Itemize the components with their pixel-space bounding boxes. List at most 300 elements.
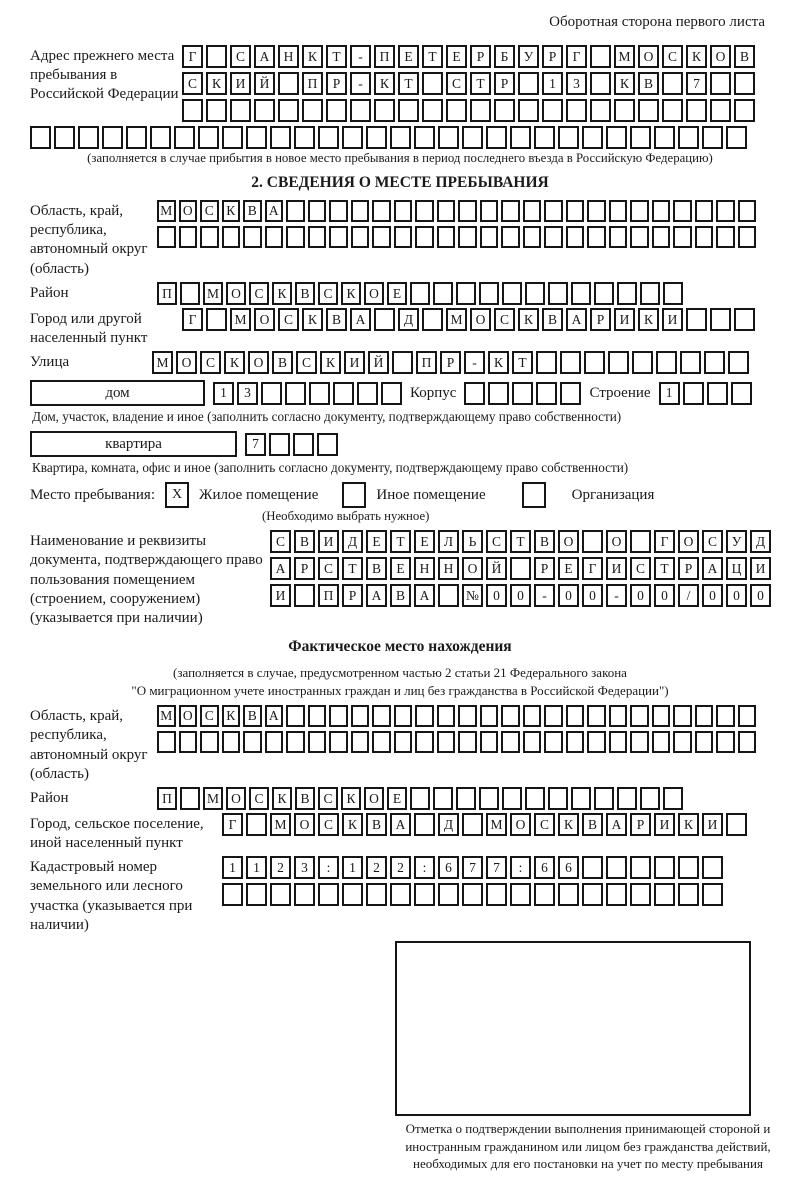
char-cell[interactable]	[333, 382, 354, 405]
char-cell[interactable]: В	[534, 530, 555, 553]
char-cell[interactable]	[560, 382, 581, 405]
char-cell[interactable]	[510, 126, 531, 149]
char-cell[interactable]: 0	[702, 584, 723, 607]
char-cell[interactable]	[372, 200, 391, 222]
char-cell[interactable]: 3	[566, 72, 587, 95]
char-cell[interactable]	[652, 200, 671, 222]
char-cell[interactable]	[462, 813, 483, 836]
char-cell[interactable]: 6	[438, 856, 459, 879]
char-cell[interactable]	[458, 200, 477, 222]
char-cell[interactable]: О	[462, 557, 483, 580]
char-cell[interactable]	[566, 226, 585, 248]
char-cell[interactable]	[716, 200, 735, 222]
char-cell[interactable]: В	[243, 200, 262, 222]
char-cell[interactable]: В	[366, 557, 387, 580]
char-cell[interactable]	[480, 705, 499, 727]
char-cell[interactable]	[566, 200, 585, 222]
char-cell[interactable]	[308, 226, 327, 248]
char-cell[interactable]: И	[654, 813, 675, 836]
char-cell[interactable]: Р	[678, 557, 699, 580]
char-cell[interactable]: М	[203, 282, 223, 305]
char-cell[interactable]: Т	[390, 530, 411, 553]
char-cell[interactable]: Н	[414, 557, 435, 580]
char-cell[interactable]	[678, 856, 699, 879]
char-cell[interactable]	[415, 705, 434, 727]
char-cell[interactable]	[243, 731, 262, 753]
char-cell[interactable]: Й	[368, 351, 389, 374]
char-cell[interactable]: К	[374, 72, 395, 95]
char-cell[interactable]: К	[341, 787, 361, 810]
char-cell[interactable]: К	[518, 308, 539, 331]
char-cell[interactable]	[571, 787, 591, 810]
char-cell[interactable]	[390, 126, 411, 149]
char-cell[interactable]	[366, 126, 387, 149]
char-cell[interactable]	[587, 200, 606, 222]
char-cell[interactable]: В	[326, 308, 347, 331]
char-cell[interactable]: И	[270, 584, 291, 607]
char-cell[interactable]: Н	[438, 557, 459, 580]
char-cell[interactable]: М	[486, 813, 507, 836]
char-cell[interactable]	[246, 126, 267, 149]
char-cell[interactable]	[656, 351, 677, 374]
char-cell[interactable]: Р	[326, 72, 347, 95]
char-cell[interactable]	[293, 433, 314, 456]
char-cell[interactable]	[278, 99, 299, 122]
char-cell[interactable]	[329, 731, 348, 753]
char-cell[interactable]	[523, 731, 542, 753]
char-cell[interactable]: Р	[470, 45, 491, 68]
char-cell[interactable]	[270, 126, 291, 149]
char-cell[interactable]	[594, 282, 614, 305]
char-cell[interactable]: Д	[750, 530, 771, 553]
char-cell[interactable]	[458, 731, 477, 753]
char-cell[interactable]	[609, 731, 628, 753]
char-cell[interactable]	[470, 99, 491, 122]
char-cell[interactable]	[582, 530, 603, 553]
char-cell[interactable]	[695, 705, 714, 727]
char-cell[interactable]: С	[702, 530, 723, 553]
char-cell[interactable]: Л	[438, 530, 459, 553]
char-cell[interactable]	[326, 99, 347, 122]
char-cell[interactable]: Р	[440, 351, 461, 374]
char-cell[interactable]	[702, 126, 723, 149]
char-cell[interactable]	[433, 787, 453, 810]
char-cell[interactable]	[351, 200, 370, 222]
char-cell[interactable]	[222, 126, 243, 149]
char-cell[interactable]: С	[270, 530, 291, 553]
char-cell[interactable]	[502, 282, 522, 305]
char-cell[interactable]	[206, 45, 227, 68]
char-cell[interactable]: Е	[387, 282, 407, 305]
char-cell[interactable]	[479, 282, 499, 305]
char-cell[interactable]: У	[726, 530, 747, 553]
char-cell[interactable]	[422, 99, 443, 122]
char-cell[interactable]: С	[200, 705, 219, 727]
char-cell[interactable]	[342, 126, 363, 149]
char-cell[interactable]: Е	[366, 530, 387, 553]
char-cell[interactable]: К	[302, 45, 323, 68]
char-cell[interactable]: Т	[654, 557, 675, 580]
char-cell[interactable]: М	[270, 813, 291, 836]
char-cell[interactable]	[458, 705, 477, 727]
char-cell[interactable]	[302, 99, 323, 122]
char-cell[interactable]	[609, 705, 628, 727]
char-cell[interactable]: О	[470, 308, 491, 331]
char-cell[interactable]	[686, 99, 707, 122]
char-cell[interactable]: Р	[630, 813, 651, 836]
char-cell[interactable]: И	[230, 72, 251, 95]
char-cell[interactable]: Т	[510, 530, 531, 553]
char-cell[interactable]	[126, 126, 147, 149]
char-cell[interactable]: К	[614, 72, 635, 95]
char-cell[interactable]: 1	[542, 72, 563, 95]
char-cell[interactable]	[206, 308, 227, 331]
char-cell[interactable]: К	[302, 308, 323, 331]
char-cell[interactable]	[372, 705, 391, 727]
char-cell[interactable]	[437, 226, 456, 248]
char-cell[interactable]: А	[414, 584, 435, 607]
char-cell[interactable]: 3	[237, 382, 258, 405]
char-cell[interactable]	[678, 883, 699, 906]
char-cell[interactable]: 6	[558, 856, 579, 879]
char-cell[interactable]	[654, 856, 675, 879]
char-cell[interactable]: С	[630, 557, 651, 580]
char-cell[interactable]: С	[534, 813, 555, 836]
char-cell[interactable]	[558, 883, 579, 906]
char-cell[interactable]	[548, 787, 568, 810]
char-cell[interactable]	[544, 705, 563, 727]
char-cell[interactable]	[695, 731, 714, 753]
char-cell[interactable]	[294, 126, 315, 149]
char-cell[interactable]: С	[249, 282, 269, 305]
char-cell[interactable]: К	[222, 200, 241, 222]
char-cell[interactable]: В	[294, 530, 315, 553]
char-cell[interactable]	[394, 200, 413, 222]
char-cell[interactable]	[246, 813, 267, 836]
char-cell[interactable]: О	[254, 308, 275, 331]
char-cell[interactable]: М	[152, 351, 173, 374]
char-cell[interactable]	[686, 308, 707, 331]
char-cell[interactable]: М	[157, 705, 176, 727]
char-cell[interactable]	[582, 126, 603, 149]
char-cell[interactable]: О	[364, 787, 384, 810]
char-cell[interactable]	[630, 705, 649, 727]
char-cell[interactable]	[704, 351, 725, 374]
char-cell[interactable]	[630, 731, 649, 753]
char-cell[interactable]: 1	[246, 856, 267, 879]
char-cell[interactable]	[638, 99, 659, 122]
char-cell[interactable]: О	[710, 45, 731, 68]
char-cell[interactable]	[738, 226, 757, 248]
char-cell[interactable]: Р	[494, 72, 515, 95]
char-cell[interactable]	[456, 787, 476, 810]
char-cell[interactable]	[587, 705, 606, 727]
char-cell[interactable]	[673, 200, 692, 222]
char-cell[interactable]	[351, 731, 370, 753]
char-cell[interactable]: С	[486, 530, 507, 553]
char-cell[interactable]: К	[272, 282, 292, 305]
char-cell[interactable]	[614, 99, 635, 122]
char-cell[interactable]	[437, 731, 456, 753]
char-cell[interactable]	[179, 226, 198, 248]
char-cell[interactable]	[548, 282, 568, 305]
char-cell[interactable]	[390, 883, 411, 906]
char-cell[interactable]	[179, 731, 198, 753]
char-cell[interactable]: 0	[726, 584, 747, 607]
char-cell[interactable]: О	[226, 787, 246, 810]
char-cell[interactable]	[366, 883, 387, 906]
char-cell[interactable]: И	[344, 351, 365, 374]
char-cell[interactable]	[590, 99, 611, 122]
char-cell[interactable]	[702, 856, 723, 879]
char-cell[interactable]: Д	[342, 530, 363, 553]
char-cell[interactable]	[308, 200, 327, 222]
char-cell[interactable]: М	[446, 308, 467, 331]
char-cell[interactable]	[410, 787, 430, 810]
char-cell[interactable]	[357, 382, 378, 405]
char-cell[interactable]	[180, 282, 200, 305]
char-cell[interactable]	[594, 787, 614, 810]
char-cell[interactable]	[265, 226, 284, 248]
char-cell[interactable]	[501, 200, 520, 222]
char-cell[interactable]: Г	[182, 308, 203, 331]
char-cell[interactable]	[525, 787, 545, 810]
char-cell[interactable]: К	[341, 282, 361, 305]
char-cell[interactable]: -	[534, 584, 555, 607]
char-cell[interactable]: Е	[558, 557, 579, 580]
char-cell[interactable]: В	[638, 72, 659, 95]
char-cell[interactable]	[566, 705, 585, 727]
char-cell[interactable]	[510, 557, 531, 580]
char-cell[interactable]: В	[366, 813, 387, 836]
char-cell[interactable]	[351, 705, 370, 727]
char-cell[interactable]	[372, 226, 391, 248]
char-cell[interactable]	[502, 787, 522, 810]
char-cell[interactable]	[286, 226, 305, 248]
char-cell[interactable]	[261, 382, 282, 405]
char-cell[interactable]	[609, 200, 628, 222]
char-cell[interactable]	[438, 584, 459, 607]
char-cell[interactable]	[269, 433, 290, 456]
char-cell[interactable]	[286, 731, 305, 753]
char-cell[interactable]: Е	[387, 787, 407, 810]
char-cell[interactable]: И	[614, 308, 635, 331]
char-cell[interactable]: 7	[686, 72, 707, 95]
char-cell[interactable]	[652, 731, 671, 753]
char-cell[interactable]: Т	[342, 557, 363, 580]
char-cell[interactable]: -	[350, 45, 371, 68]
char-cell[interactable]	[410, 282, 430, 305]
char-cell[interactable]	[654, 126, 675, 149]
char-cell[interactable]	[329, 705, 348, 727]
char-cell[interactable]: В	[295, 787, 315, 810]
char-cell[interactable]: П	[416, 351, 437, 374]
char-cell[interactable]	[734, 72, 755, 95]
char-cell[interactable]	[544, 200, 563, 222]
char-cell[interactable]: А	[265, 200, 284, 222]
char-cell[interactable]	[374, 99, 395, 122]
char-cell[interactable]: О	[179, 705, 198, 727]
char-cell[interactable]: О	[638, 45, 659, 68]
char-cell[interactable]: Т	[470, 72, 491, 95]
char-cell[interactable]	[512, 382, 533, 405]
char-cell[interactable]	[415, 226, 434, 248]
char-cell[interactable]	[566, 731, 585, 753]
char-cell[interactable]	[286, 200, 305, 222]
char-cell[interactable]	[230, 99, 251, 122]
char-cell[interactable]: -	[464, 351, 485, 374]
char-cell[interactable]: Й	[254, 72, 275, 95]
char-cell[interactable]: К	[206, 72, 227, 95]
char-cell[interactable]	[606, 126, 627, 149]
char-cell[interactable]	[523, 705, 542, 727]
checkbox-other-premises[interactable]	[342, 482, 366, 508]
char-cell[interactable]	[270, 883, 291, 906]
char-cell[interactable]: 0	[630, 584, 651, 607]
char-cell[interactable]	[630, 226, 649, 248]
char-cell[interactable]: 0	[558, 584, 579, 607]
char-cell[interactable]: А	[390, 813, 411, 836]
char-cell[interactable]: 0	[582, 584, 603, 607]
char-cell[interactable]: О	[606, 530, 627, 553]
char-cell[interactable]: :	[318, 856, 339, 879]
char-cell[interactable]	[590, 45, 611, 68]
char-cell[interactable]: О	[226, 282, 246, 305]
char-cell[interactable]	[536, 351, 557, 374]
char-cell[interactable]	[582, 856, 603, 879]
char-cell[interactable]	[458, 226, 477, 248]
char-cell[interactable]: 0	[510, 584, 531, 607]
char-cell[interactable]: С	[318, 557, 339, 580]
char-cell[interactable]: О	[510, 813, 531, 836]
char-cell[interactable]	[222, 731, 241, 753]
char-cell[interactable]	[617, 282, 637, 305]
char-cell[interactable]	[446, 99, 467, 122]
char-cell[interactable]: Р	[590, 308, 611, 331]
char-cell[interactable]	[78, 126, 99, 149]
char-cell[interactable]: К	[558, 813, 579, 836]
char-cell[interactable]: Р	[542, 45, 563, 68]
char-cell[interactable]	[415, 731, 434, 753]
char-cell[interactable]: В	[734, 45, 755, 68]
char-cell[interactable]: Г	[654, 530, 675, 553]
char-cell[interactable]	[738, 705, 757, 727]
char-cell[interactable]: Р	[294, 557, 315, 580]
char-cell[interactable]: И	[606, 557, 627, 580]
char-cell[interactable]	[523, 226, 542, 248]
char-cell[interactable]: 2	[366, 856, 387, 879]
char-cell[interactable]: Г	[182, 45, 203, 68]
char-cell[interactable]	[180, 787, 200, 810]
char-cell[interactable]	[726, 813, 747, 836]
char-cell[interactable]: Е	[398, 45, 419, 68]
char-cell[interactable]: К	[320, 351, 341, 374]
char-cell[interactable]: 7	[486, 856, 507, 879]
char-cell[interactable]: В	[243, 705, 262, 727]
char-cell[interactable]: Т	[512, 351, 533, 374]
char-cell[interactable]	[707, 382, 728, 405]
checkbox-organization[interactable]	[522, 482, 546, 508]
char-cell[interactable]	[710, 308, 731, 331]
char-cell[interactable]: У	[518, 45, 539, 68]
char-cell[interactable]: С	[200, 200, 219, 222]
char-cell[interactable]: :	[414, 856, 435, 879]
char-cell[interactable]	[342, 883, 363, 906]
char-cell[interactable]	[734, 99, 755, 122]
char-cell[interactable]	[462, 883, 483, 906]
char-cell[interactable]: -	[350, 72, 371, 95]
char-cell[interactable]	[438, 126, 459, 149]
char-cell[interactable]	[294, 584, 315, 607]
char-cell[interactable]	[486, 126, 507, 149]
char-cell[interactable]: К	[272, 787, 292, 810]
char-cell[interactable]: П	[318, 584, 339, 607]
char-cell[interactable]: И	[702, 813, 723, 836]
char-cell[interactable]	[695, 200, 714, 222]
char-cell[interactable]	[318, 126, 339, 149]
char-cell[interactable]	[414, 126, 435, 149]
char-cell[interactable]	[265, 731, 284, 753]
char-cell[interactable]	[518, 72, 539, 95]
char-cell[interactable]	[544, 226, 563, 248]
char-cell[interactable]: Ь	[462, 530, 483, 553]
char-cell[interactable]	[560, 351, 581, 374]
char-cell[interactable]	[381, 382, 402, 405]
char-cell[interactable]	[518, 99, 539, 122]
char-cell[interactable]: О	[558, 530, 579, 553]
char-cell[interactable]	[673, 705, 692, 727]
char-cell[interactable]	[174, 126, 195, 149]
char-cell[interactable]: С	[296, 351, 317, 374]
char-cell[interactable]	[285, 382, 306, 405]
char-cell[interactable]	[523, 200, 542, 222]
char-cell[interactable]	[422, 72, 443, 95]
char-cell[interactable]	[673, 226, 692, 248]
char-cell[interactable]	[542, 99, 563, 122]
char-cell[interactable]: С	[494, 308, 515, 331]
char-cell[interactable]: С	[446, 72, 467, 95]
char-cell[interactable]: С	[182, 72, 203, 95]
char-cell[interactable]	[726, 126, 747, 149]
char-cell[interactable]	[716, 226, 735, 248]
char-cell[interactable]: Е	[414, 530, 435, 553]
char-cell[interactable]: А	[366, 584, 387, 607]
char-cell[interactable]	[374, 308, 395, 331]
char-cell[interactable]	[254, 99, 275, 122]
char-cell[interactable]	[329, 200, 348, 222]
char-cell[interactable]	[738, 200, 757, 222]
char-cell[interactable]	[308, 705, 327, 727]
char-cell[interactable]: П	[302, 72, 323, 95]
char-cell[interactable]: А	[350, 308, 371, 331]
char-cell[interactable]: М	[203, 787, 223, 810]
char-cell[interactable]: О	[678, 530, 699, 553]
char-cell[interactable]	[710, 72, 731, 95]
char-cell[interactable]: Т	[326, 45, 347, 68]
char-cell[interactable]	[350, 99, 371, 122]
char-cell[interactable]: Й	[486, 557, 507, 580]
char-cell[interactable]: Д	[438, 813, 459, 836]
char-cell[interactable]	[695, 226, 714, 248]
char-cell[interactable]	[630, 856, 651, 879]
char-cell[interactable]: К	[342, 813, 363, 836]
char-cell[interactable]: О	[294, 813, 315, 836]
char-cell[interactable]	[394, 226, 413, 248]
char-cell[interactable]	[680, 351, 701, 374]
char-cell[interactable]	[632, 351, 653, 374]
char-cell[interactable]: К	[638, 308, 659, 331]
char-cell[interactable]	[536, 382, 557, 405]
